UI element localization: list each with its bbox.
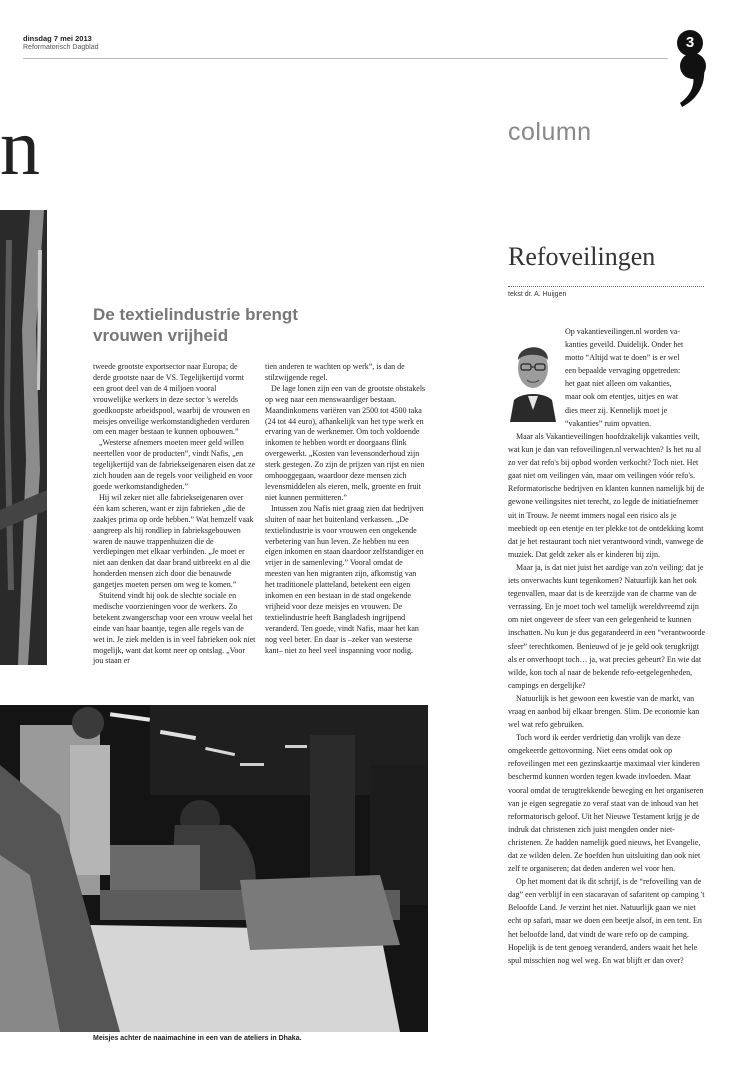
column-title: Refoveilingen: [508, 242, 656, 271]
column-intro-line: dies meer zij. Kennelijk moet je: [565, 405, 668, 415]
column-intro-line: Op vakantieveilingen.nl worden va-: [565, 327, 681, 336]
column-intro-line: motto “Altijd wat te doen” is er wel: [565, 353, 680, 363]
column-intro-line: een bepaalde vervaging opgetreden:: [565, 366, 681, 376]
column-paragraph: Maar ja, is dat niet juist het aardige van zo'n veiling: dat je iets onverwachts kunt tegenkomen? Natuurlijk kan het ook tegenvallen, maar dat is de keerzijde van de charme van de verrassing. En je moet toch wel tamelijk wereldvreemd zijn om niet ongeveer de sfeer van een gelegenheid te kunnen inschatten. Nu kun je dus gegarandeerd in een “verantwoorde sfeer” terechtkomen. Benieuwd of je je geld ook terugkrijgt als er onverhoopt toch… ja, wat precies gebeurt? En wie dat wilde, kon toch al naar de bekende refo-eetgelegenheden, campings en dergelijke?: [508, 562, 706, 690]
column-intro: [565, 325, 705, 430]
photo-caption: Meisjes achter de naaimachine in een van de ateliers in Dhaka.: [93, 1035, 302, 1042]
article-paragraph: Hij wil zeker niet alle fabriekseigenaren over één kam scheren, want er zijn fabrieken „die de zaakjes prima op orde hebben.” Wat hemzelf vaak aangreep als hij rondliep in fabrieksgebouwen waren de nauwe trappenhuizen die de verdiepingen met elkaar verbinden. „Je moet er niet aan denken dat daar brand uitbreekt en al die honderden mensen zich door die benauwde gangetjes moeten persen om weg te komen.”: [93, 492, 254, 590]
author-portrait: [508, 330, 558, 422]
column-intro-line: kanties geveild. Duidelijk. Onder het: [565, 340, 684, 350]
column-intro-line: maar ook om etentjes, uitjes en wat: [565, 392, 679, 402]
article-paragraph: tweede grootste exportsector naar Europa; de derde grootste naar de VS. Tegelijkertijd vormt een groot deel van de 4 miljoen vooral vrouwelijke werkers in deze sector 's werelds goedkoopste arbeidspool, waarbij de vrouwen en meisjes onveilige werkomstandigheden verduren om een mager bestaan te kunnen opbouwen.”: [93, 362, 250, 437]
page-number-badge: 3: [677, 30, 703, 56]
section-label: column: [508, 118, 592, 146]
column-title-rule: [508, 286, 704, 287]
column-paragraph: Maar als Vakantieveilingen hoofdzakelijk vakanties veilt, wat kun je dan van refoveilingen.nl verwachten? Is het nu al zo ver dat refo's bij opbod worden verkocht? Toch niet. Het gaat niet om veilingen ván, maar om veilingen vóór refo's. Reformatorische bedrijven en klanten kunnen namelijk bij de gewone veilingsites niet terecht, zo legde de initiatiefnemer uit in Trouw. Je neemt immers nogal een risico als je meebiedt op een etentje en ter plekke tot de ontdekking komt dat je het restaurant toch niet verantwoord vindt, vanwege de muziek. Dat geldt zeker als er kinderen bij zijn.: [508, 432, 705, 559]
column-paragraph: Op het moment dat ik dit schrijf, is de “refoveiling van de dag” een verblijf in een stacaravan of safaritent op camping 't Beloofde Land. Je verzint het niet. Natuurlijk gaan we niet echt op safari, maar we doen een beetje alsof, in een tent. En het beloofde land, dat vindt de ware refo op de camping. Hopelijk is de tent genoeg veranderd, anders waait het hele spul misschien nog wel weg. En wat blijft er dan over?: [508, 877, 705, 965]
comma-logo-icon: [676, 52, 710, 108]
article-paragraph: Intussen zou Nafis niet graag zien dat bedrijven sluiten of naar het buitenland verkassen. „De textielindustrie is voor vrouwen een ongekende verbetering van hun leven. Ze hebben nu een eigen inkomen en staan daardoor zelfstandiger en vrijer in de samenleving.” Vooral omdat de meesten van hen migranten zijn, afkomstig van het traditionele platteland, betekent een eigen inkomen en een bestaan in de stad ongekende vrijheid voor deze meisjes en vrouwen. De textielindustrie heeft Bangladesh ingrijpend veranderd. Ten goede, vindt Nafis, maar het kan nog veel beter. En daar is –zeker van westerse kant– niet zo heel veel inspanning voor nodig.: [265, 503, 424, 655]
article-headline: De textielindustrie brengt vrouwen vrijheid: [93, 305, 298, 345]
article-paragraph: „Westerse afnemers moeten meer geld willen neertellen voor de producten”, vindt Nafis, „en tegelijkertijd van de fabriekseigenaren eisen dat ze zich houden aan de regels voor veiligheid en voor goede werkomstandigheden.”: [93, 438, 256, 491]
column-author: tekst dr. A. Huijgen: [508, 291, 567, 298]
factory-photo: [0, 705, 428, 1032]
left-photo-strip: [0, 210, 47, 665]
article-paragraph: Stuitend vindt hij ook de slechte sociale en medische voorzieningen voor de werkers. Zo betekent zwangerschap voor een vrouw veelal het einde van haar baantje, tegen alle regels van de wet in. Je ziek melden is in veel fabrieken ook niet mogelijk, want dat komt neer op ontslag. „Voor jou staan er: [93, 591, 256, 666]
column-paragraph: Toch word ik eerder verdrietig dan vrolijk van deze omgekeerde gettovorming. Niet eens omdat ook op refoveilingen met een gezinskaartje maximaal vier kinderen beschermd kunnen worden tegen kwade invloeden. Maar vooral omdat de terugtrekkende beweging en het organiseren van je eigen segregatie zo veraf staat van de inhoud van het reformatorisch geloof. Uit het Nieuwe Testament krijg je de indruk dat christenen zich juist mengden onder niet-christenen. Ze hadden namelijk goed nieuws, het Evangelie, dat ze wilden delen. Ze hoefden hun uitsluiting dan ook niet zelf te organiseren; dat deden anderen wel voor hen.: [508, 733, 704, 874]
article-paragraph: tien anderen te wachten op werk”, is dan de stilzwijgende regel.: [265, 362, 405, 382]
header-date: dinsdag 7 mei 2013: [23, 34, 92, 43]
article-column-2: [265, 362, 428, 656]
article-paragraph: De lage lonen zijn een van de grootste obstakels op weg naar een menswaardiger bestaan. Maandinkomens variëren van 2500 tot 4500 taka (24 tot 44 euro), afhankelijk van het type werk en ervaring van de werknemer. Om toch voldoende inkomen te hebben wordt er doorgaans flink overgewerkt. „Kosten van levensonderhoud zijn sterk gestegen. Zo zijn de prijzen van rijst en nien omhooggegaan, waardoor deze mensen zich levensmiddelen als eieren, melk, groente en fruit niet kunnen permitteren.”: [265, 383, 426, 502]
header-newspaper-name: Reformatorisch Dagblad: [23, 44, 99, 51]
column-intro-line: het gaat niet alleen om vakanties,: [565, 379, 672, 389]
drop-letter: n: [0, 104, 38, 192]
column-paragraph: Natuurlijk is het gewoon een kwestie van de markt, van vraag en aanbod bij elkaar brengen. Slim. De economie kan wel wat refo gebruiken.: [508, 693, 700, 730]
column-body: [508, 430, 706, 967]
article-column-1: [93, 362, 256, 667]
header-rule: [23, 58, 668, 59]
column-intro-line: “vakanties” ruim opvatten.: [565, 418, 651, 428]
